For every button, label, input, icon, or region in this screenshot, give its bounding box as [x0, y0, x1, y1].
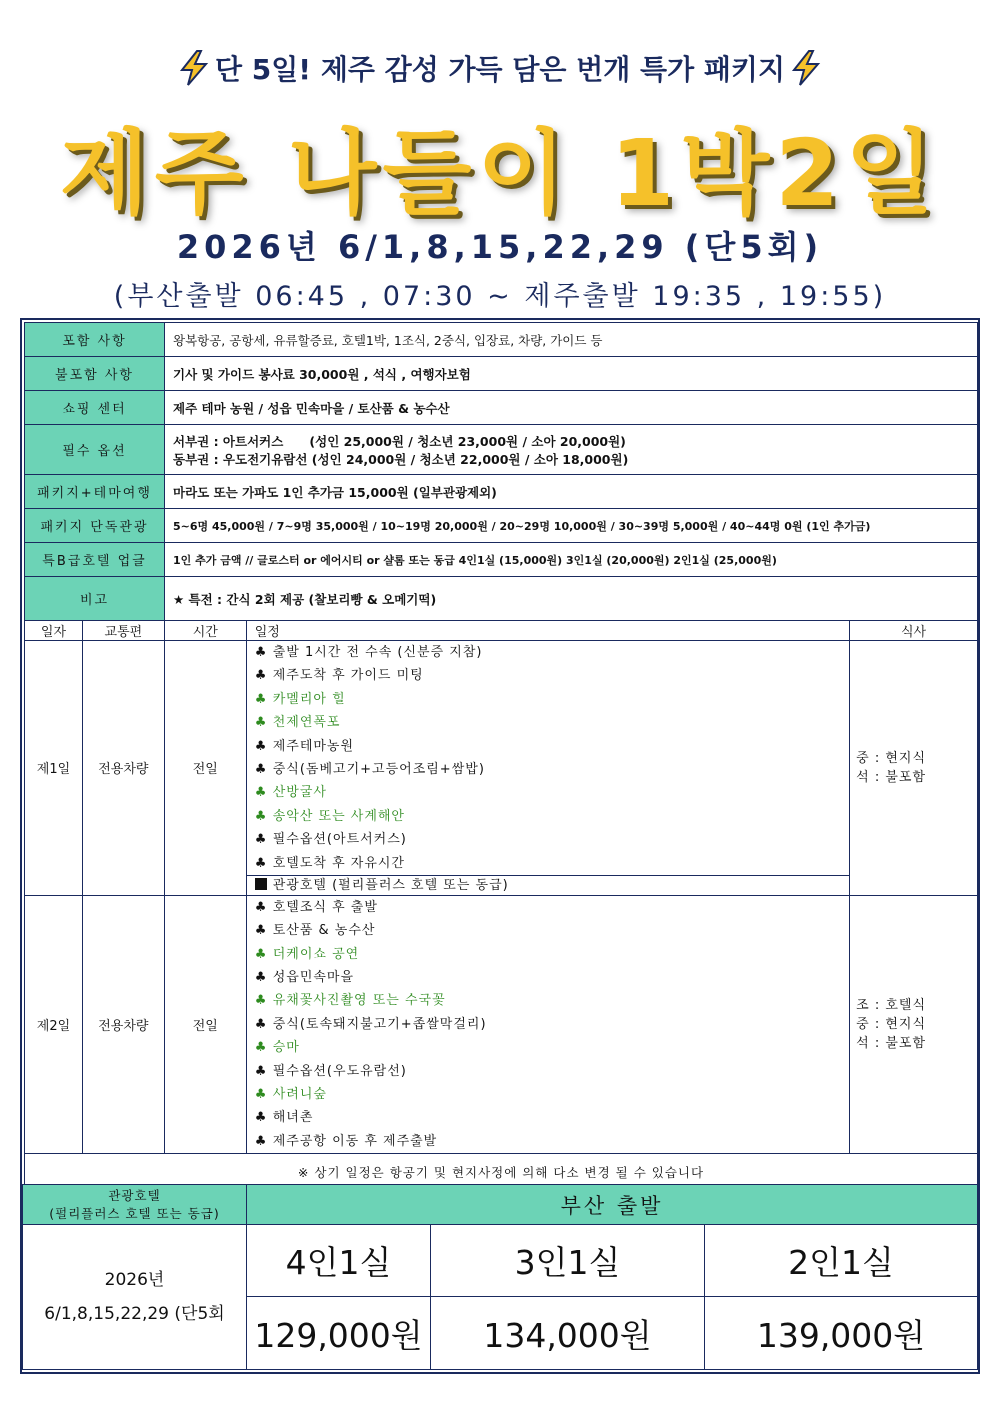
price-dates [23, 1225, 247, 1370]
info-label: 필수 옵션 [25, 425, 165, 475]
info-row [25, 475, 978, 509]
square-bullet-icon [255, 878, 267, 890]
itinerary-text: 더케이쇼 공연 [272, 946, 360, 962]
club-bullet-icon: ♣ [254, 761, 268, 777]
itinerary-list [247, 896, 849, 1153]
info-label: 비고 [25, 577, 165, 621]
itinerary-list [247, 641, 849, 875]
room-type: 3인1실 [431, 1225, 705, 1297]
club-bullet-icon: ♣ [254, 808, 268, 824]
subtitle [0, 48, 1000, 88]
room-type: 4인1실 [247, 1225, 431, 1297]
itinerary-text: 제주테마농원 [272, 738, 355, 754]
poster-header [0, 0, 1000, 318]
itinerary-text: 중식(토속돼지불고기+좁쌀막걸리) [272, 1016, 487, 1032]
club-bullet-icon: ♣ [254, 923, 268, 939]
club-bullet-icon: ♣ [254, 715, 268, 731]
meal-item: 중 : 현지식 [856, 750, 927, 766]
day2-row [25, 895, 978, 1153]
itinerary-text: 산방굴사 [272, 785, 327, 801]
hotel-label [23, 1185, 247, 1225]
info-row [25, 543, 978, 577]
itinerary-text: 호텔조식 후 출발 [272, 899, 378, 915]
day-label: 제2일 [25, 895, 83, 1153]
tour-dates: 2026년 6/1,8,15,22,29 (단5회) [176, 228, 824, 266]
meals-list [850, 996, 977, 1053]
price-year: 2026년 [104, 1270, 165, 1290]
info-value [165, 425, 978, 475]
info-value: 기사 및 가이드 봉사료 30,000원 , 석식 , 여행자보험 [165, 357, 978, 391]
itinerary-text: 토산품 & 농수산 [272, 923, 376, 939]
room-row [23, 1225, 978, 1297]
info-label: 포함 사항 [25, 323, 165, 357]
info-value: 마라도 또는 가파도 1인 추가금 15,000원 (일부관광제외) [165, 475, 978, 509]
club-bullet-icon: ♣ [254, 1063, 268, 1079]
itinerary-text: 필수옵션(우도유람선) [272, 1063, 407, 1079]
price-days: 6/1,8,15,22,29 (단5회 [44, 1304, 225, 1324]
itinerary-item [247, 664, 849, 687]
itinerary-item [247, 828, 849, 851]
club-bullet-icon: ♣ [254, 691, 268, 707]
itinerary-text: 제주공항 이동 후 제주출발 [272, 1133, 438, 1149]
itinerary-item [247, 896, 849, 919]
info-table [24, 322, 978, 621]
col-header-itinerary: 일정 [246, 621, 849, 641]
option-west: 서부권 : 아트서커스 (성인 25,000원 / 청소년 23,000원 / 소아 20,000원) [173, 433, 626, 449]
meal-item: 중 : 현지식 [856, 1017, 927, 1033]
option-east: 동부권 : 우도전기유람선 (성인 24,000원 / 청소년 22,000원 / 소아 18,000원) [173, 451, 629, 467]
club-bullet-icon: ♣ [254, 668, 268, 684]
info-row [25, 425, 978, 475]
lightning-icon [791, 50, 821, 86]
itinerary-text: 호텔도착 후 자유시간 [272, 855, 405, 871]
itinerary-text: 출발 1시간 전 수속 (신분증 지참) [272, 645, 483, 660]
itinerary-item [247, 781, 849, 804]
day1-meals [850, 641, 978, 896]
info-label: 쇼핑 센터 [25, 391, 165, 425]
club-bullet-icon: ♣ [254, 1016, 268, 1032]
meal-item: 석 : 불포함 [856, 1036, 927, 1052]
price-amount: 139,000원 [705, 1297, 978, 1370]
club-bullet-icon: ♣ [254, 946, 268, 962]
itinerary-item [247, 711, 849, 734]
info-row [25, 357, 978, 391]
lightning-icon [179, 50, 209, 86]
departure-label: 부산 출발 [247, 1185, 978, 1225]
club-bullet-icon: ♣ [254, 785, 268, 801]
itinerary-text: 중식(돔베고기+고등어조림+쌈밥) [272, 761, 485, 777]
col-header-transport: 교통편 [82, 621, 164, 641]
club-bullet-icon: ♣ [254, 993, 268, 1009]
itinerary-item [247, 805, 849, 828]
club-bullet-icon: ♣ [254, 1133, 268, 1149]
itinerary-text: 제주도착 후 가이드 미팅 [272, 668, 424, 684]
info-row [25, 509, 978, 543]
itinerary-text: 해녀촌 [272, 1110, 314, 1126]
itinerary-text: 사려니숲 [272, 1087, 327, 1103]
itinerary-text: 성읍민속마을 [272, 970, 355, 986]
itinerary-item [247, 1130, 849, 1153]
info-value: 1인 추가 금액 // 글로스터 or 에어시티 or 샬롬 또는 동급 4인1실 (15,000원) 3인1실 (20,000원) 2인1실 (25,000원) [165, 543, 978, 577]
itinerary-item [247, 1106, 849, 1129]
info-value: 제주 테마 농원 / 성읍 민속마을 / 토산품 & 농수산 [165, 391, 978, 425]
itinerary-item [247, 641, 849, 664]
flight-times: (부산출발 06:45 , 07:30 ~ 제주출발 19:35 , 19:55) [113, 281, 887, 312]
col-header-meals: 식사 [850, 621, 978, 641]
info-row [25, 391, 978, 425]
itinerary-item [247, 852, 849, 875]
schedule-note: ※ 상기 일정은 항공기 및 현지사정에 의해 다소 변경 될 수 있습니다 [25, 1154, 978, 1190]
hotel-label-line: (펄리플러스 호텔 또는 동급) [49, 1205, 220, 1221]
day2-itinerary [246, 895, 849, 1153]
meal-item: 조 : 호텔식 [856, 998, 927, 1014]
col-header-day: 일자 [25, 621, 83, 641]
itinerary-text: 필수옵션(아트서커스) [272, 832, 407, 848]
info-label: 특B급호텔 업글 [25, 543, 165, 577]
itinerary-item [247, 943, 849, 966]
itinerary-item [247, 688, 849, 711]
club-bullet-icon: ♣ [254, 645, 268, 660]
info-label: 패키지+테마여행 [25, 475, 165, 509]
main-title: 제주 나들이 1박2일 [59, 120, 941, 227]
itinerary-item [247, 1083, 849, 1106]
schedule-header-row [25, 621, 978, 641]
itinerary-text: 승마 [272, 1040, 300, 1056]
schedule-table [24, 620, 978, 1190]
time: 전일 [164, 641, 246, 896]
day-label: 제1일 [25, 641, 83, 896]
info-value: 왕복항공, 공항세, 유류할증료, 호텔1박, 1조식, 2중식, 입장료, 차량, 가이드 등 [165, 323, 978, 357]
price-header-row [23, 1185, 978, 1225]
hotel-text: 관광호텔 (펄리플러스 호텔 또는 동급) [272, 877, 509, 893]
club-bullet-icon: ♣ [254, 970, 268, 986]
club-bullet-icon: ♣ [254, 738, 268, 754]
day1-itinerary [246, 641, 849, 896]
club-bullet-icon: ♣ [254, 832, 268, 848]
itinerary-text: 유채꽃사진촬영 또는 수국꽃 [272, 993, 446, 1009]
club-bullet-icon: ♣ [254, 1040, 268, 1056]
col-header-time: 시간 [164, 621, 246, 641]
itinerary-frame [20, 318, 980, 1374]
meals-list [850, 749, 977, 787]
info-row [25, 577, 978, 621]
info-value: ★ 특전 : 간식 2회 제공 (찰보리빵 & 오메기떡) [165, 577, 978, 621]
price-amount: 129,000원 [247, 1297, 431, 1370]
hotel-label-line: 관광호텔 [108, 1187, 161, 1203]
itinerary-item [247, 758, 849, 781]
club-bullet-icon: ♣ [254, 1087, 268, 1103]
info-label: 불포함 사항 [25, 357, 165, 391]
itinerary-item [247, 966, 849, 989]
transport: 전용차량 [82, 641, 164, 896]
price-table [22, 1184, 978, 1370]
itinerary-item [247, 1036, 849, 1059]
club-bullet-icon: ♣ [254, 899, 268, 915]
info-value: 5~6명 45,000원 / 7~9명 35,000원 / 10~19명 20,000원 / 20~29명 10,000원 / 30~39명 5,000원 / 40~44명 0원 (1인 추가금) [165, 509, 978, 543]
hotel-row [247, 875, 849, 895]
itinerary-text: 천제연폭포 [272, 715, 341, 731]
time: 전일 [164, 895, 246, 1153]
meal-item: 석 : 불포함 [856, 769, 927, 785]
club-bullet-icon: ♣ [254, 855, 268, 871]
day2-meals [850, 895, 978, 1153]
info-label: 패키지 단독관광 [25, 509, 165, 543]
day1-row [25, 641, 978, 896]
itinerary-item [247, 1060, 849, 1083]
info-row [25, 323, 978, 357]
itinerary-text: 송악산 또는 사계해안 [272, 808, 405, 824]
transport: 전용차량 [82, 895, 164, 1153]
subtitle-text: 단 5일! 제주 감성 가득 담은 번개 특가 패키지 [214, 53, 786, 86]
itinerary-item [247, 1013, 849, 1036]
itinerary-text: 카멜리아 힐 [272, 691, 346, 707]
itinerary-item [247, 735, 849, 758]
price-amount: 134,000원 [431, 1297, 705, 1370]
room-type: 2인1실 [705, 1225, 978, 1297]
club-bullet-icon: ♣ [254, 1110, 268, 1126]
itinerary-item [247, 989, 849, 1012]
itinerary-item [247, 919, 849, 942]
